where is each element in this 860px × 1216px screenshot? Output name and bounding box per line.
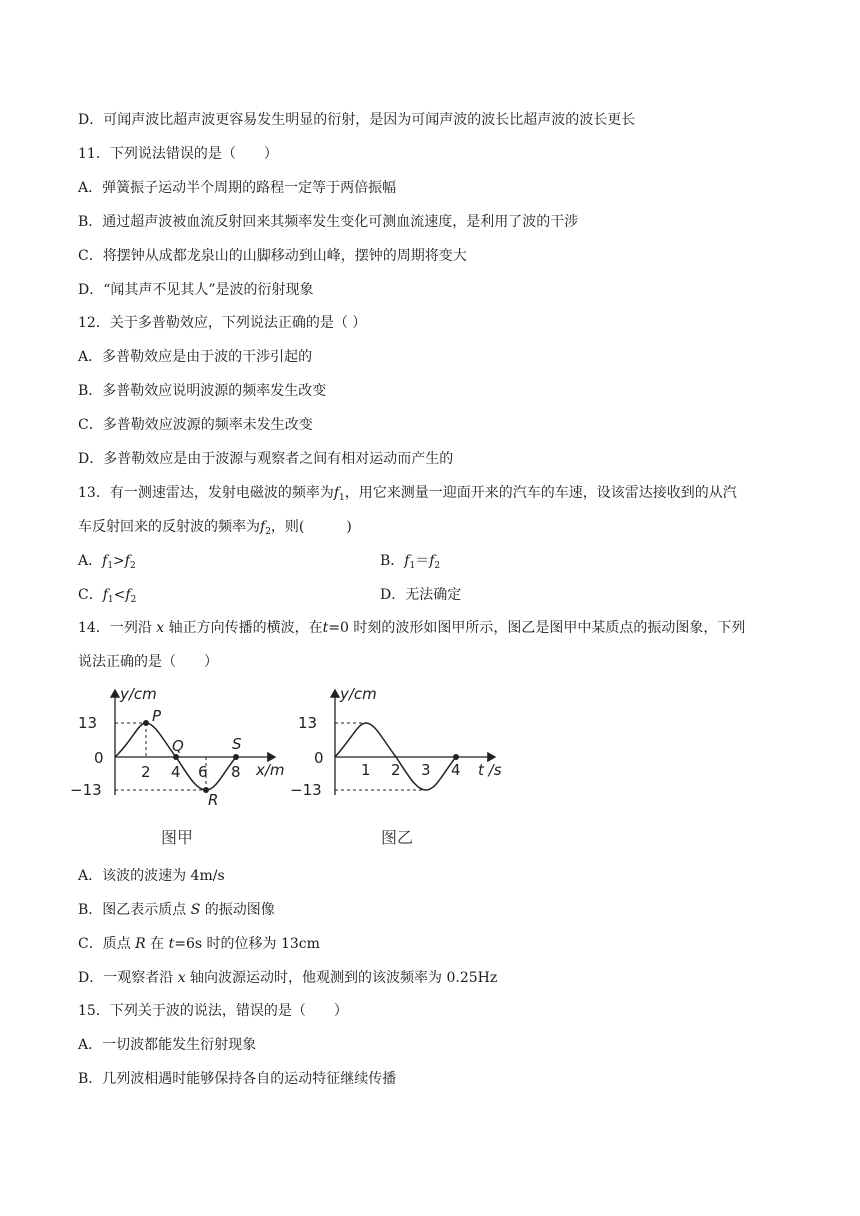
- graph-yi: [290, 685, 502, 847]
- yi-x-tick: 1: [361, 761, 371, 779]
- operator: ＝: [415, 553, 430, 569]
- q14-option-c: [78, 934, 320, 954]
- jia-x-tick: 6: [198, 763, 208, 781]
- q14d-text: D．一观察者沿: [78, 970, 174, 986]
- operator: >: [113, 553, 125, 569]
- q12-option-c: C．多普勒效应波源的频率未发生改变: [78, 417, 313, 433]
- subscript: 1: [107, 595, 114, 605]
- q14-text: =0 时刻的波形如图甲所示，图乙是图甲中某质点的振动图象，下列: [328, 620, 746, 636]
- option-label: B．: [380, 553, 405, 569]
- question-13-line1: [78, 483, 737, 503]
- q13-text-1b: ，用它来测量一迎面开来的汽车的车速，设该雷达接收到的从汽: [344, 485, 737, 501]
- jia-x-label: x/m: [256, 761, 285, 779]
- q15-option-a: A．一切波都能发生衍射现象: [78, 1037, 257, 1053]
- question-12: 12．关于多普勒效应，下列说法正确的是（ ）: [78, 315, 367, 331]
- question-11: 11．下列说法错误的是（ ）: [78, 146, 278, 162]
- point-p: [143, 720, 149, 726]
- yi-x-label: t /s: [478, 761, 502, 779]
- q14d-text: 轴向波源运动时，他观测到的该波频率为 0.25Hz: [190, 970, 498, 986]
- q14c-text: =6s 时的位移为 13cm: [174, 936, 320, 952]
- q11-option-d: D．“闻其声不见其人”是波的衍射现象: [78, 282, 314, 298]
- yi-end-point: [453, 754, 459, 760]
- q11-option-c: C．将摆钟从成都龙泉山的山脚移动到山峰，摆钟的周期将变大: [78, 248, 467, 264]
- q14b-text: 的振动图像: [204, 902, 275, 918]
- q13-option-c: [78, 585, 136, 605]
- subscript: 1: [339, 493, 345, 503]
- jia-x-tick: 2: [141, 763, 151, 781]
- jia-y-tick: −13: [70, 781, 102, 799]
- yi-y-tick: −13: [290, 781, 322, 799]
- yi-x-tick: 3: [421, 761, 431, 779]
- subscript: 2: [130, 595, 137, 605]
- f-symbol: f: [102, 587, 108, 603]
- jia-x-tick: 8: [231, 763, 241, 781]
- r-symbol: R: [135, 936, 146, 952]
- q15-option-b: B．几列波相遇时能够保持各自的运动特征继续传播: [78, 1071, 397, 1087]
- q14b-text: B．图乙表示质点: [78, 902, 187, 918]
- f-symbol: f: [333, 485, 340, 501]
- caption-jia: 图甲: [161, 828, 194, 847]
- q13-option-b: [380, 551, 440, 571]
- jia-y-label: y/cm: [120, 685, 157, 703]
- subscript: 1: [107, 561, 114, 571]
- option-d-line: D．可闻声波比超声波更容易发生明显的衍射，是因为可闻声波的波长比超声波的波长更长: [78, 112, 636, 128]
- q13-text-1a: 13．有一测速雷达，发射电磁波的频率为: [78, 485, 334, 501]
- jia-y-tick: 0: [94, 749, 104, 767]
- f-symbol: f: [102, 553, 108, 569]
- x-symbol: x: [156, 620, 165, 636]
- x-symbol: x: [177, 970, 186, 986]
- subscript: 2: [129, 561, 136, 571]
- q14c-text: 在: [150, 936, 165, 952]
- f-symbol: f: [260, 519, 266, 535]
- subscript: 2: [434, 561, 441, 571]
- q11-option-b: B．通过超声波被血流反射回来其频率发生变化可测血流速度，是利用了波的干涉: [78, 214, 579, 230]
- q13-option-d: D．无法确定: [380, 587, 462, 603]
- f-symbol: f: [404, 553, 410, 569]
- label-s: S: [232, 735, 242, 753]
- subscript: 1: [409, 561, 416, 571]
- wave-figures-svg: [70, 685, 508, 850]
- q13-option-a: [78, 551, 136, 571]
- q12-option-b: B．多普勒效应说明波源的频率发生改变: [78, 383, 327, 399]
- q14-text: 轴正方向传播的横波，在: [168, 620, 323, 636]
- operator: <: [113, 587, 126, 603]
- f-symbol: f: [125, 587, 131, 603]
- label-r: R: [208, 791, 219, 809]
- q12-option-d: D．多普勒效应是由于波源与观察者之间有相对运动而产生的: [78, 451, 454, 467]
- q11-option-a: A．弹簧振子运动半个周期的路程一定等于两倍振幅: [78, 180, 397, 196]
- s-symbol: S: [190, 902, 201, 918]
- t-symbol: t: [168, 936, 175, 952]
- subscript: 2: [265, 527, 271, 537]
- option-label: C．: [78, 587, 103, 603]
- question-14-line1: [78, 618, 745, 638]
- f-symbol: f: [124, 553, 130, 569]
- question-14-line2: 说法正确的是（ ）: [78, 654, 218, 670]
- q14-option-d: [78, 968, 497, 988]
- jia-x-tick: 4: [171, 763, 181, 781]
- point-s: [233, 754, 239, 760]
- q14-text: 14．一列沿: [78, 620, 152, 636]
- jia-y-tick: 13: [78, 714, 98, 732]
- q14c-text: C．质点: [78, 936, 131, 952]
- f-symbol: f: [429, 553, 435, 569]
- q14-option-b: [78, 900, 275, 920]
- q14-option-a: A．该波的波速为 4m/s: [78, 868, 225, 884]
- q12-option-a: A．多普勒效应是由于波的干涉引起的: [78, 349, 313, 365]
- caption-yi: 图乙: [381, 828, 414, 847]
- yi-y-label: y/cm: [340, 685, 377, 703]
- q13-text-2a: 车反射回来的反射波的频率为: [78, 519, 260, 535]
- label-q: Q: [172, 737, 184, 755]
- t-symbol: t: [322, 620, 329, 636]
- label-p: P: [152, 707, 162, 725]
- question-13-line2: [78, 517, 352, 537]
- question-15: 15．下列关于波的说法，错误的是（ ）: [78, 1003, 348, 1019]
- option-label: A．: [78, 553, 103, 569]
- yi-y-tick: 0: [314, 749, 324, 767]
- yi-y-tick: 13: [298, 714, 318, 732]
- graph-jia: [70, 685, 285, 847]
- yi-x-tick: 4: [451, 761, 461, 779]
- q13-text-2b: ，则( ): [270, 519, 352, 535]
- yi-x-tick: 2: [391, 761, 401, 779]
- wave-figures: [70, 685, 508, 850]
